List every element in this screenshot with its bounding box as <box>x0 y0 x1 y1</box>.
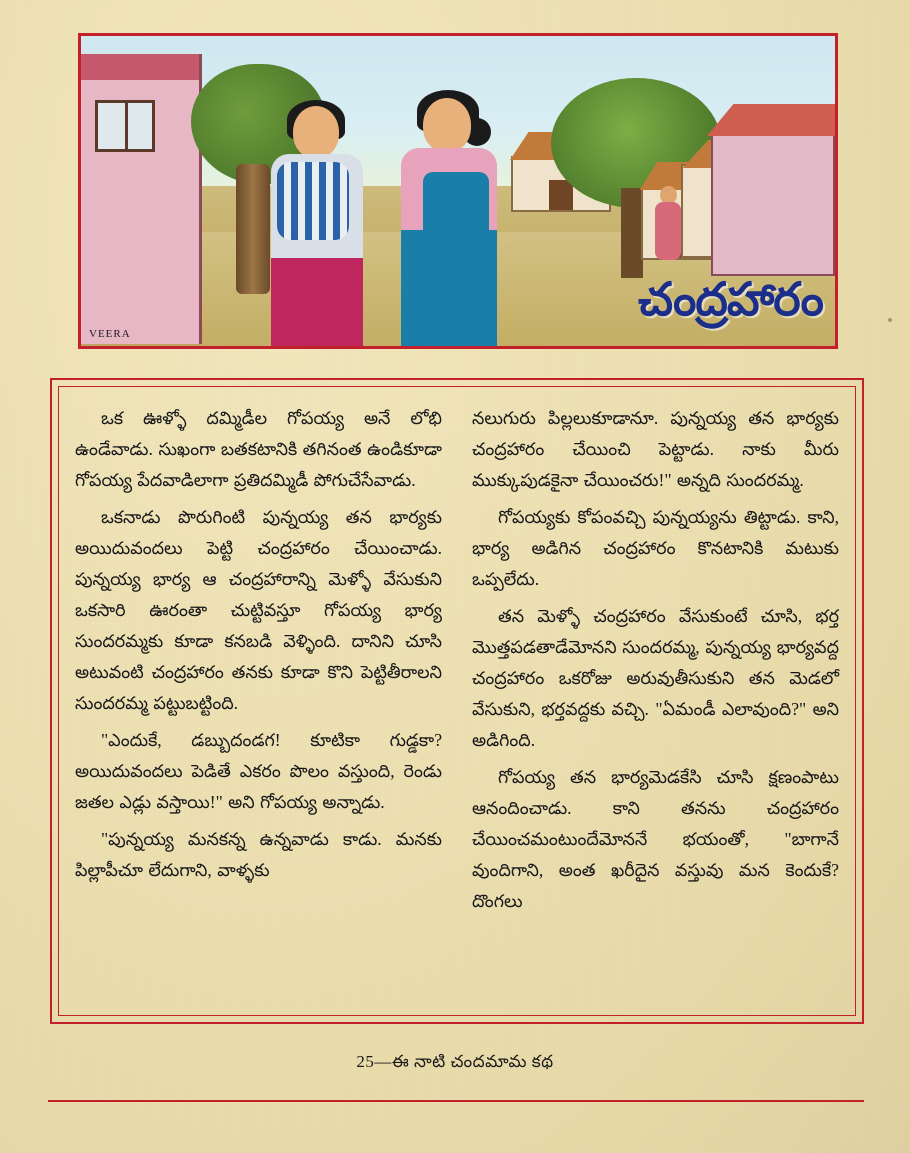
woman-left-figure <box>261 106 369 349</box>
illustration-scene <box>81 36 835 346</box>
blue-sari <box>423 172 489 349</box>
tree-trunk <box>621 188 643 278</box>
left-house <box>81 54 202 344</box>
left-house-roof <box>81 54 199 80</box>
distant-child-figure <box>653 186 683 262</box>
text-columns <box>58 386 856 1016</box>
paragraph: "పున్నయ్య మనకన్న ఉన్నవాడు కాడు. మనకు పిల్లాపీచూ లేదుగాని, వాళ్ళకు <box>75 829 442 880</box>
paragraph: తన మెళ్ళో చంద్రహారం వేసుకుంటే చూసి, భర్త మొత్తపడతాడేమోనని సుందరమ్మ, పున్నయ్య భార్యవద్ద చంద్రహారం ఒకరోజు అరువుతీసుకుని తన మెడలో వేసుకుని, భర్తవద్దకు వచ్చి. "ఏమండీ ఎలావుంది?" అని అడిగింది. <box>472 606 839 750</box>
paragraph: ఒకనాడు పొరుగింటి పున్నయ్య తన భార్యకు అయిదువందలు పెట్టి చంద్రహారం చేయించాడు. పున్నయ్య భార్య ఆ చంద్రహారాన్ని మెళ్ళో వేసుకుని ఒకసారి ఊరంతా చుట్టివస్తూ గోపయ్య భార్య సుందరమ్మకు కూడా కనబడి వెళ్ళింది. దానిని చూసి అటువంటి చంద్రహారం తనకు కూడా కొని పెట్టితీరాలని సుందరమ్మ పట్టుబట్టింది. <box>75 507 442 713</box>
paragraph: ఒక ఊళ్ళో దమ్మిడీల గోపయ్య అనే లోభి ఉండేవాడు. సుఖంగా బతకటానికి తగినంత ఉండికూడా గోపయ్య పేదవాడిలాగా ప్రతిదమ్మిడీ పోగుచేసేవాడు. <box>75 408 442 490</box>
woman-right-figure <box>393 98 505 349</box>
story-illustration <box>78 33 838 349</box>
paragraph: నలుగురు పిల్లలుకూడానూ. పున్నయ్య తన భార్యకు చంద్రహారం చేయించి పెట్టాడు. నాకు మీరు ముక్కుపుడకైనా చేయించరు!" అన్నది సుందరమ్మ. <box>472 408 839 490</box>
page-edge-mark <box>888 318 892 322</box>
body <box>655 202 681 260</box>
story-title: చంద్రహారం <box>638 273 823 325</box>
head <box>423 98 471 152</box>
head <box>293 106 339 158</box>
paragraph: గోపయ్య తన భార్యమెడకేసి చూసి క్షణంపాటు ఆనందించాడు. కాని తనను చంద్రహారం చేయించమంటుందేమోననే భయంతో, "బాగానే వుందిగాని, అంత ఖరీదైన వస్తువు మన కెందుకే? దొంగలు <box>472 767 839 911</box>
page-footer: 25—ఈ నాటి చందమామ కథ <box>356 1052 554 1071</box>
paragraph: "ఎందుకే, డబ్బుదండగ! కూటికా గుడ్డకా? అయిదువందలు పెడితే ఎకరం పొలం వస్తుంది, రెండు జతల ఎడ్లు వస్తాయి!" అని గోపయ్య అన్నాడు. <box>75 730 442 812</box>
right-column <box>472 403 839 1005</box>
striped-blouse <box>277 162 349 240</box>
paragraph: గోపయ్యకు కోపంవచ్చి పున్నయ్యను తిట్టాడు. కాని, భార్య అడిగిన చంద్రహారం కొనటానికి మటుకు ఒప్పలేదు. <box>472 507 839 589</box>
right-house <box>711 132 835 276</box>
left-column <box>75 403 442 1005</box>
window-icon <box>95 100 155 152</box>
text-frame <box>50 378 864 1024</box>
artist-signature: VEERA <box>89 328 131 340</box>
bottom-rule <box>48 1100 864 1102</box>
